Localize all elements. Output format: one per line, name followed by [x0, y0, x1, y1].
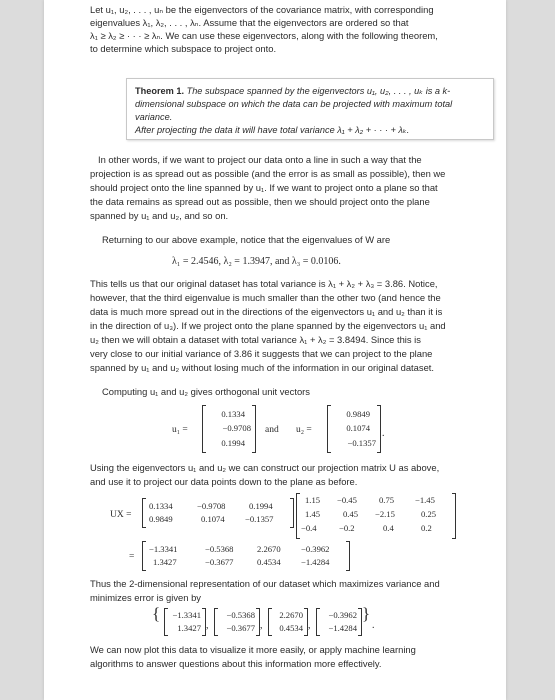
para3-line-3: data is much more spread out in the directions of the eigenvectors u₁ and u₂ than it is — [90, 306, 443, 317]
para7-line-1: We can now plot this data to visualize it more easily, or apply machine learning — [90, 644, 416, 655]
result-cell: 1.3427 — [153, 557, 177, 567]
set-close-brace: } — [362, 604, 371, 623]
para4-line-1: Computing u₁ and u₂ gives orthogonal unit vectors — [102, 386, 310, 397]
x-cell: 1.15 — [305, 495, 321, 505]
u1-vector — [202, 405, 256, 453]
para6-line-1: Thus the 2-dimensional representation of our dataset which maximizes variance and — [90, 578, 440, 589]
para3-line-6: very close to our initial variance of 3.86 it suggests that we can project to the plane — [90, 348, 433, 359]
rep-entry: 2.2670 — [279, 610, 303, 620]
x-cell: 0.4 — [383, 523, 394, 533]
u-cell: 0.1334 — [149, 501, 173, 511]
para5-line-2: and use it to project our data points down to the plane as before. — [90, 476, 358, 487]
u2-period: . — [382, 428, 385, 439]
x-cell: −0.2 — [339, 523, 355, 533]
u-cell: −0.1357 — [245, 514, 274, 524]
theorem-box — [126, 78, 494, 140]
and-word: and — [265, 425, 279, 435]
x-cell: −2.15 — [375, 509, 395, 519]
result-cell: 2.2670 — [257, 544, 281, 554]
separator: , — [308, 620, 311, 631]
u-cell: 0.1994 — [249, 501, 273, 511]
x-cell: −0.45 — [337, 495, 357, 505]
intro-line-4: to determine which subspace to project onto. — [90, 43, 277, 54]
rep-vector — [214, 608, 260, 636]
rep-entry: −1.4284 — [328, 623, 357, 633]
document-page — [44, 0, 506, 700]
eigenvalue-equation: λ₁ = 2.4546, λ₂ = 1.3947, and λ₃ = 0.0106. — [172, 256, 341, 267]
para1-line-3: should project onto the line spanned by u₁. If we want to project onto a plane so that — [90, 182, 438, 193]
para3-line-7: spanned by u₁ and u₂ without losing much of the information in our original dataset. — [90, 362, 434, 373]
para1-line-1: In other words, if we want to project our data onto a line in such a way that the — [98, 154, 422, 165]
equals-sign: = — [129, 552, 135, 562]
result-cell: −0.3962 — [301, 544, 330, 554]
result-cell: −1.4284 — [301, 557, 330, 567]
theorem-text-1: The subspace spanned by the eigenvectors u₁, u₂, . . . , uₖ is a k- — [186, 86, 451, 96]
u2-entry: −0.1357 — [347, 438, 376, 448]
theorem-line-1 — [135, 85, 487, 98]
x-cell: −1.45 — [415, 495, 435, 505]
para3-line-1: This tells us that our original dataset has total variance is λ₁ + λ₂ + λ₃ = 3.86. Notice, — [90, 278, 438, 289]
intro-line-2: eigenvalues λ₁, λ₂, . . . , λₙ. Assume that the eigenvectors are ordered so that — [90, 17, 409, 28]
u-cell: 0.1074 — [201, 514, 225, 524]
rep-vector — [316, 608, 362, 636]
x-cell: 0.45 — [343, 509, 359, 519]
result-cell: −1.3341 — [149, 544, 178, 554]
matrix-U — [142, 498, 294, 528]
u2-entry: 0.1074 — [346, 423, 370, 433]
rep-vector — [268, 608, 308, 636]
theorem-label: Theorem 1. — [135, 86, 185, 96]
rep-vector — [164, 608, 206, 636]
para2-line-1: Returning to our above example, notice that the eigenvalues of W are — [102, 234, 391, 245]
rep-entry: −0.3677 — [226, 623, 255, 633]
theorem-line-2: dimensional subspace on which the data can be projected with maximum total variance. — [135, 99, 453, 122]
para1-line-2: projection is as spread out as possible (and the error is as small as possible), then we — [90, 168, 446, 179]
matrix-result — [142, 541, 350, 571]
para1-line-4: the data remains as spread out as possible, then we should project onto the plane — [90, 196, 430, 207]
result-cell: −0.3677 — [205, 557, 234, 567]
x-cell: 0.75 — [379, 495, 395, 505]
u2-label: u₂ = — [296, 425, 312, 435]
para3-line-5: u₂ then we will obtain a dataset with total variance λ₁ + λ₂ = 3.8494. Since this is — [90, 334, 421, 345]
x-cell: 0.25 — [421, 509, 437, 519]
u-cell: 0.9849 — [149, 514, 173, 524]
result-cell: −0.5368 — [205, 544, 234, 554]
para3-line-2: however, that the third eigenvalue is much smaller than the other two (and hence the — [90, 292, 441, 303]
set-open-brace: { — [152, 604, 161, 623]
matrix-X — [296, 493, 456, 539]
intro-line-1: Let u₁, u₂, . . . , uₙ be the eigenvectors of the covariance matrix, with corresponding — [90, 4, 434, 15]
rep-entry: −1.3341 — [172, 610, 201, 620]
u2-vector — [327, 405, 381, 453]
set-period: . — [372, 620, 375, 631]
para6-line-2: minimizes error is given by — [90, 592, 201, 603]
result-cell: 0.4534 — [257, 557, 281, 567]
u1-entry: 0.1994 — [221, 438, 245, 448]
rep-entry: 0.4534 — [279, 623, 303, 633]
x-cell: 0.2 — [421, 523, 432, 533]
ux-label: UX = — [110, 510, 132, 520]
para1-line-5: spanned by u₁ and u₂, and so on. — [90, 210, 229, 221]
separator: , — [260, 620, 263, 631]
u1-entry: −0.9708 — [222, 423, 251, 433]
para5-line-1: Using the eigenvectors u₁ and u₂ we can construct our projection matrix U as above, — [90, 462, 440, 473]
separator: , — [206, 620, 209, 631]
theorem-line-3: After projecting the data it will have total variance λ₁ + λ₂ + · · · + λₖ. — [135, 125, 410, 135]
rep-entry: 1.3427 — [177, 623, 201, 633]
u-cell: −0.9708 — [197, 501, 226, 511]
para7-line-2: algorithms to answer questions about this information more effectively. — [90, 658, 382, 669]
rep-entry: −0.3962 — [328, 610, 357, 620]
rep-entry: −0.5368 — [226, 610, 255, 620]
x-cell: −0.4 — [301, 523, 317, 533]
u2-entry: 0.9849 — [346, 409, 370, 419]
para3-line-4: in the direction of u₃). If we project onto the plane spanned by the eigenvectors u₁ and — [90, 320, 446, 331]
u1-label: u₁ = — [172, 425, 188, 435]
x-cell: 1.45 — [305, 509, 321, 519]
intro-line-3: λ₁ ≥ λ₂ ≥ · · · ≥ λₙ. We can use these eigenvectors, along with the following theorem, — [90, 30, 438, 41]
u1-entry: 0.1334 — [221, 409, 245, 419]
